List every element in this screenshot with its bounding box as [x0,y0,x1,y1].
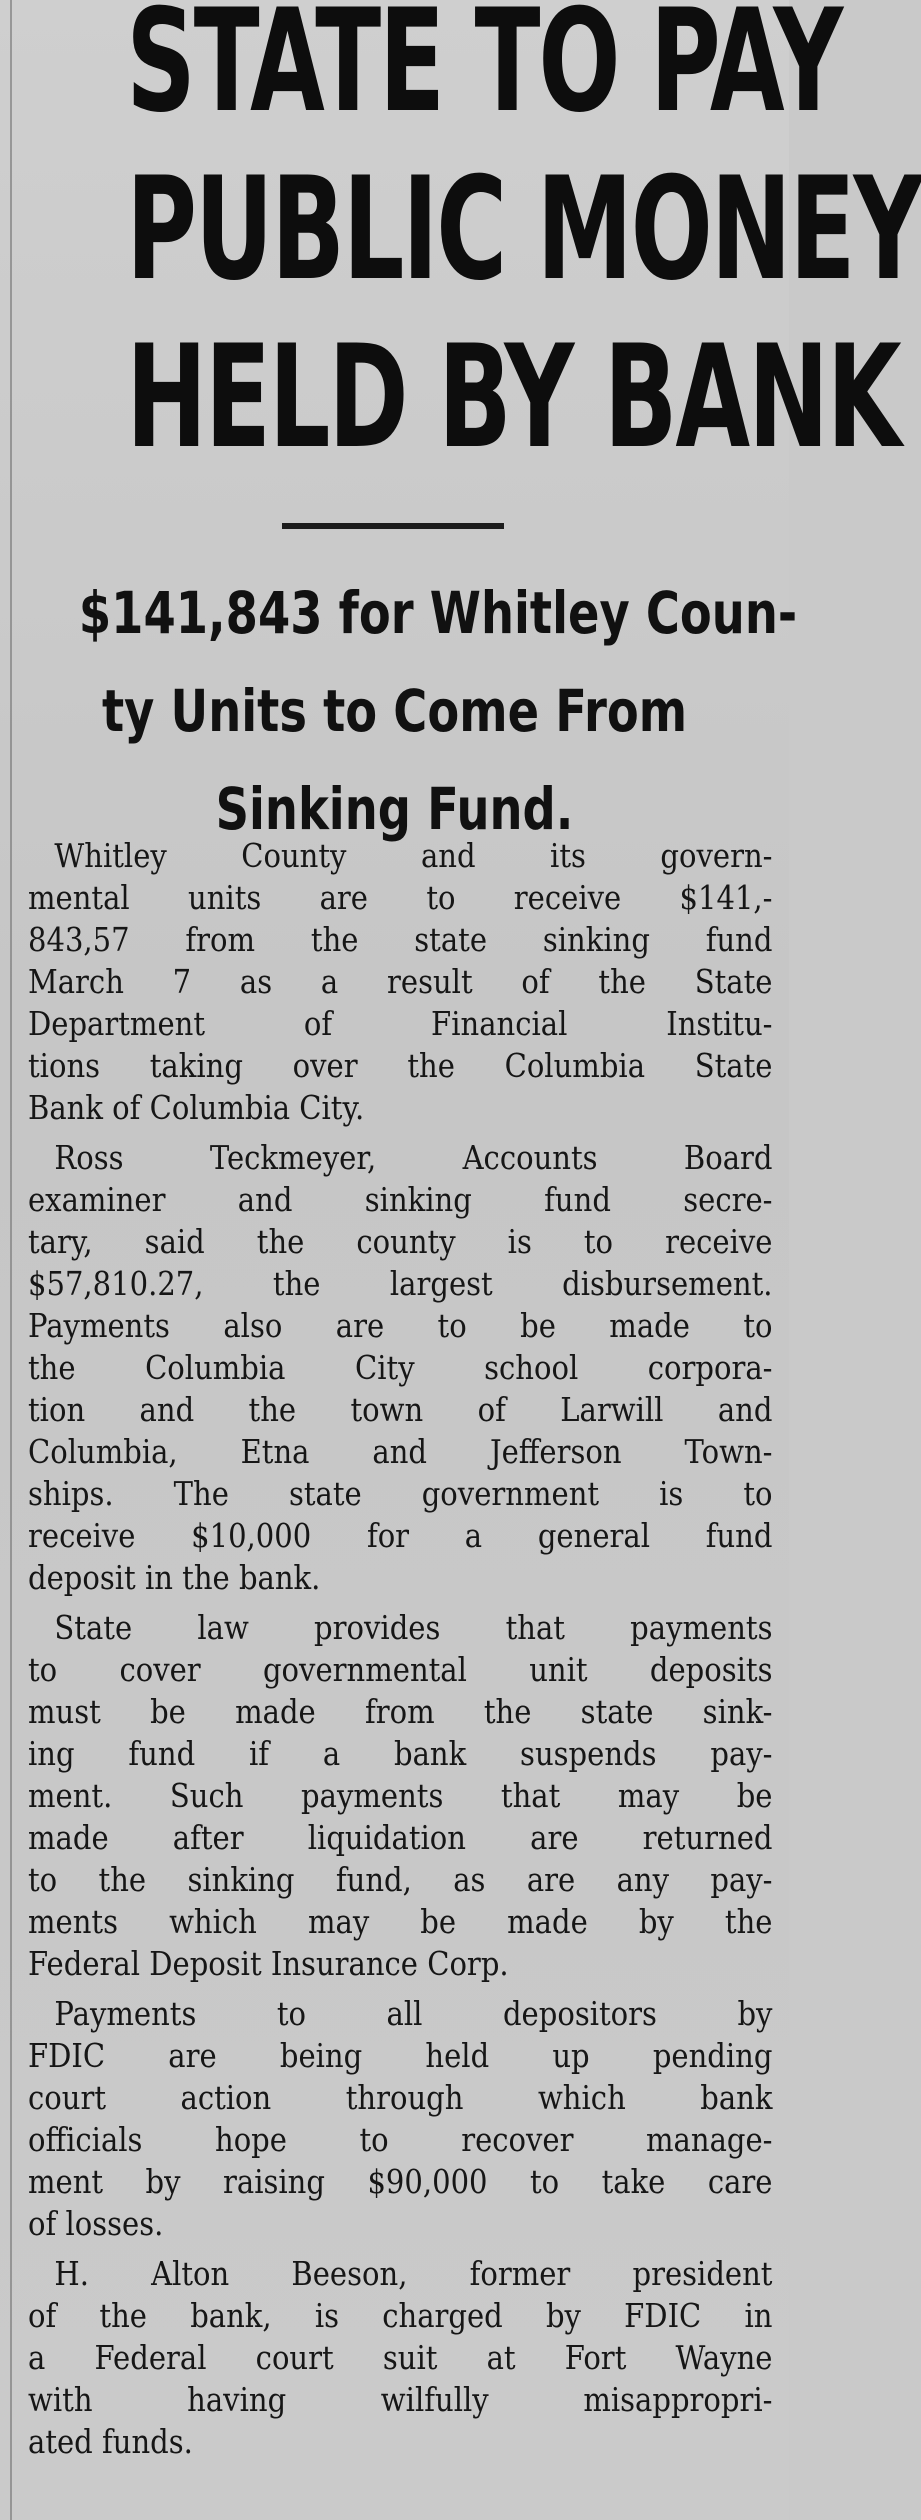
headline-line: HELD BY BANK [126,315,900,480]
article-paragraph [28,1137,773,1599]
paragraph-line: to cover governmental unit deposits [28,1650,773,1689]
paragraph-line: tary, said the county is to receive [28,1222,773,1261]
paragraph-line: ated funds. [28,2422,193,2461]
article-paragraph [28,1607,773,1985]
paragraph-line: Bank of Columbia City. [28,1088,365,1127]
paragraph-line: Columbia, Etna and Jefferson Town- [28,1432,773,1471]
paragraph-line: court action through which bank [28,2078,773,2117]
paragraph-line: to the sinking fund, as are any pay- [28,1860,773,1899]
paragraph-line: with having wilfully misappropri- [28,2380,773,2419]
paragraph-line: of losses. [28,2204,164,2243]
subheadline-line: Sinking Fund. [215,775,574,843]
paragraph-line: of the bank, is charged by FDIC in [28,2296,773,2335]
paragraph-line: $57,810.27, the largest disbursement. [28,1264,773,1303]
paragraph-line: tions taking over the Columbia State [28,1046,773,1085]
article-body [28,835,773,2463]
paragraph-gap [28,2245,773,2253]
paragraph-line: 843,57 from the state sinking fund [28,920,773,959]
paragraph-line: ing fund if a bank suspends pay- [28,1734,773,1773]
paragraph-line: State law provides that payments [54,1608,773,1647]
paragraph-line: FDIC are being held up pending [28,2036,773,2075]
subheadline-line: ty Units to Come From [101,677,688,745]
paragraph-line: examiner and sinking fund secre- [28,1180,773,1219]
article-paragraph [28,835,773,1129]
paragraph-line: mental units are to receive $141,- [28,878,773,917]
paragraph-gap [28,1985,773,1993]
paragraph-line: ment by raising $90,000 to take care [28,2162,773,2201]
paragraph-line: a Federal court suit at Fort Wayne [28,2338,773,2377]
paragraph-line: ment. Such payments that may be [28,1776,773,1815]
paragraph-line: deposit in the bank. [28,1558,321,1597]
article-paragraph [28,1993,773,2245]
paragraph-line: tion and the town of Larwill and [28,1390,773,1429]
paragraph-line: the Columbia City school corpora- [28,1348,773,1387]
article-paragraph [28,2253,773,2463]
paragraph-line: H. Alton Beeson, former president [54,2254,773,2293]
paragraph-line: Federal Deposit Insurance Corp. [28,1944,509,1983]
paragraph-gap [28,1599,773,1607]
paragraph-line: ments which may be made by the [28,1902,773,1941]
subheadline [0,564,798,858]
headline-line: STATE TO PAY [126,0,842,144]
paragraph-line: officials hope to recover manage- [28,2120,773,2159]
paragraph-line: must be made from the state sink- [28,1692,773,1731]
paragraph-line: Whitley County and its govern- [54,836,773,875]
paragraph-line: March 7 as a result of the State [28,962,773,1001]
paragraph-line: Payments to all depositors by [54,1994,773,2033]
headline [0,0,921,482]
subheadline-line: $141,843 for Whitley Coun- [78,579,798,647]
headline-divider [282,523,504,529]
paragraph-line: Department of Financial Institu- [28,1004,773,1043]
headline-line: PUBLIC MONEY [126,147,921,312]
paragraph-gap [28,1129,773,1137]
paragraph-line: made after liquidation are returned [28,1818,773,1857]
paragraph-line: Ross Teckmeyer, Accounts Board [54,1138,773,1177]
paragraph-line: ships. The state government is to [28,1474,773,1513]
paragraph-line: receive $10,000 for a general fund [28,1516,773,1555]
paragraph-line: Payments also are to be made to [28,1306,773,1345]
